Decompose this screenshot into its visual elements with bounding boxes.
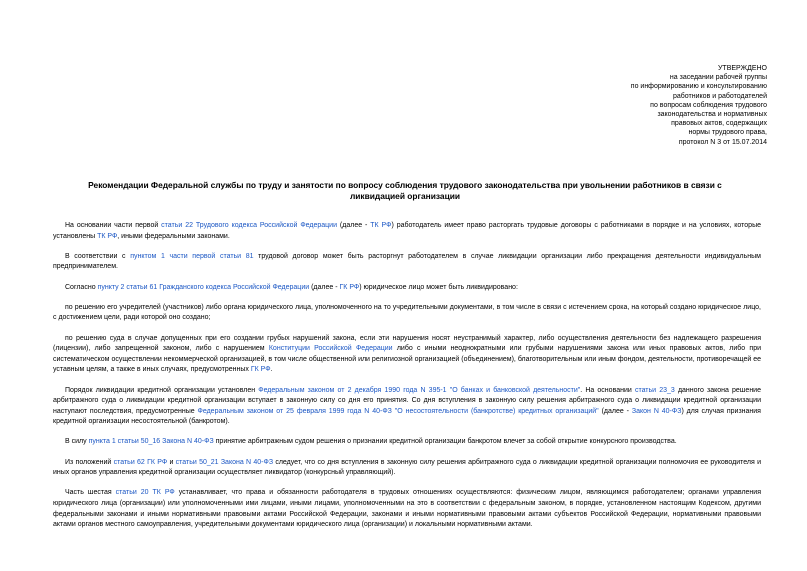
approval-block xyxy=(631,64,767,147)
approval-line: правовых актов, содержащих xyxy=(671,120,767,128)
document-link[interactable]: статьи 62 ГК РФ xyxy=(113,458,168,466)
text-segment: либо с иными неоднократными или грубыми нарушениями закона или иных правовых актов, либо при систематическом осуществлении некоммерческой организацией, в том числе общественной или религиозной организацией (объединением), благотворительным или иным фондом, деятельности, противоречащей ее уставным целям, а также в иных случаях, предусмотренных xyxy=(53,345,761,374)
paragraph-7 xyxy=(53,437,761,448)
approval-line: работников и работодателей xyxy=(673,92,767,100)
document-body xyxy=(53,221,761,540)
text-segment: ) работодатель имеет право расторгать трудовые договоры с работниками в порядке и на условиях, которые установлены xyxy=(53,222,761,240)
document-link[interactable]: ТК РФ xyxy=(97,232,118,240)
text-segment: Часть шестая xyxy=(65,489,116,497)
paragraph-4 xyxy=(53,303,761,324)
document-link[interactable]: пункту 2 статьи 61 Гражданского кодекса Российской Федерации xyxy=(97,283,310,291)
document-link[interactable]: ГК РФ xyxy=(339,283,360,291)
text-segment: данного закона решение арбитражного суда о ликвидации кредитной организации вступает в законную силу со дня его принятия. Со дня вступления в законную силу решения арбитражного суда о ликвидации кредитной организации наступают последствия, предусмотренные xyxy=(53,386,761,415)
text-segment: (далее - xyxy=(598,407,632,415)
document-link[interactable]: статьи 50_21 Закона N 40-ФЗ xyxy=(175,458,274,466)
text-segment: На основании части первой xyxy=(65,222,162,229)
text-segment: . xyxy=(270,366,273,374)
document-link[interactable]: ТК РФ xyxy=(370,222,392,229)
text-segment: (далее - xyxy=(309,283,340,291)
paragraph-6 xyxy=(53,386,761,428)
approval-line: на заседании рабочей группы xyxy=(669,74,767,82)
text-segment: трудовой договор может быть расторгнут работодателем в случае ликвидации организации либо прекращения деятельности индивидуальным предпринимателем. xyxy=(53,252,761,271)
document-link[interactable]: Закон N 40-ФЗ xyxy=(631,407,682,415)
document-link[interactable]: ГК РФ xyxy=(250,366,271,374)
document-link[interactable]: Федеральным законом от 2 декабря 1990 года N 395-1 "О банках и банковской деятельности" xyxy=(258,386,581,394)
document-link[interactable]: статьи 22 Трудового кодекса Российской Федерации xyxy=(161,222,338,229)
text-segment: В соответствии с xyxy=(65,252,131,260)
document-link[interactable]: пунктом 1 части первой статьи 81 xyxy=(130,252,254,260)
document-link[interactable]: пункта 1 статьи 50_16 Закона N 40-ФЗ xyxy=(88,438,214,446)
text-segment: , иными федеральными законами. xyxy=(117,232,230,240)
document-link[interactable]: Федеральным законом от 25 февраля 1999 года N 40-ФЗ "О несостоятельности (банкротстве) кредитных организаций" xyxy=(197,407,599,415)
text-segment: Согласно xyxy=(65,283,98,291)
document-link[interactable]: Конституции Российской Федерации xyxy=(268,345,393,353)
approval-line: нормы трудового права, xyxy=(688,129,767,137)
text-segment: Порядок ликвидации кредитной организации установлен xyxy=(65,386,259,394)
text-segment: (далее - xyxy=(337,222,371,229)
document-link[interactable]: статьи 23_3 xyxy=(634,386,675,394)
paragraph-5 xyxy=(53,334,761,376)
paragraph-3 xyxy=(53,283,761,294)
approval-line: УТВЕРЖДЕНО xyxy=(717,65,767,72)
text-segment: устанавливает, что права и обязанности работодателя в трудовых отношениях осуществляются: физическим лицом, являющимся работодателем; органами управления юридического лица (организации) или уполномоченными ими лицами, иными лицами, уполномоченными на это в соответствии с федеральным законом, в порядке, установленном настоящим Кодексом, другими федеральными законами и иными нормативными правовыми актами Российской Федерации, законами и иными нормативными правовыми актами субъектов Российской Федерации, нормативными правовыми актами органов местного самоуправления, учредительными документами юридического лица (организации) и локальными нормативными актами. xyxy=(53,489,761,529)
text-segment: принятие арбитражным судом решения о признании кредитной организации банкротом влечет за собой открытие конкурсного производства. xyxy=(213,438,677,446)
approval-line: законодательства и нормативных xyxy=(657,111,767,119)
text-segment: и xyxy=(167,458,176,466)
text-segment: по решению его учредителей (участников) либо органа юридического лица, уполномоченного на то учредительными документами, в том числе в связи с истечением срока, на который создано юридическое лицо, с достижением цели, ради которой оно создано; xyxy=(53,303,761,322)
paragraph-1 xyxy=(53,221,761,242)
text-segment: Из положений xyxy=(65,458,114,466)
document-link[interactable]: статьи 20 ТК РФ xyxy=(115,489,175,497)
text-segment: по решению суда в случае допущенных при его создании грубых нарушений закона, если эти нарушения носят неустранимый характер, либо осуществления деятельности без надлежащего разрешения (лицензии), либо запрещенной законом, либо с нарушением xyxy=(53,334,761,353)
approval-line: по информированию и консультированию xyxy=(630,83,767,91)
document-title: Рекомендации Федеральной службы по труду и занятости по вопросу соблюдения трудового законодательства при увольнении работников в связи с ликвидацией организации xyxy=(88,180,722,201)
text-segment: следует, что со дня вступления в законную силу решения арбитражного суда о ликвидации кредитной организации полномочия ее руководителя и иных органов управления кредитной организации осуществляет ликвидатор (конкурсный управляющий). xyxy=(53,458,761,477)
text-segment: . На основании xyxy=(580,386,635,394)
paragraph-2 xyxy=(53,252,761,273)
text-segment: ) юридическое лицо может быть ликвидировано: xyxy=(359,283,518,291)
text-segment: В силу xyxy=(65,438,89,446)
approval-line: по вопросам соблюдения трудового xyxy=(650,101,767,109)
approval-line: протокол N 3 от 15.07.2014 xyxy=(678,138,767,146)
text-segment: ) для случая признания кредитной организации несостоятельной (банкротом). xyxy=(53,407,761,426)
paragraph-9 xyxy=(53,488,761,530)
paragraph-8 xyxy=(53,458,761,479)
